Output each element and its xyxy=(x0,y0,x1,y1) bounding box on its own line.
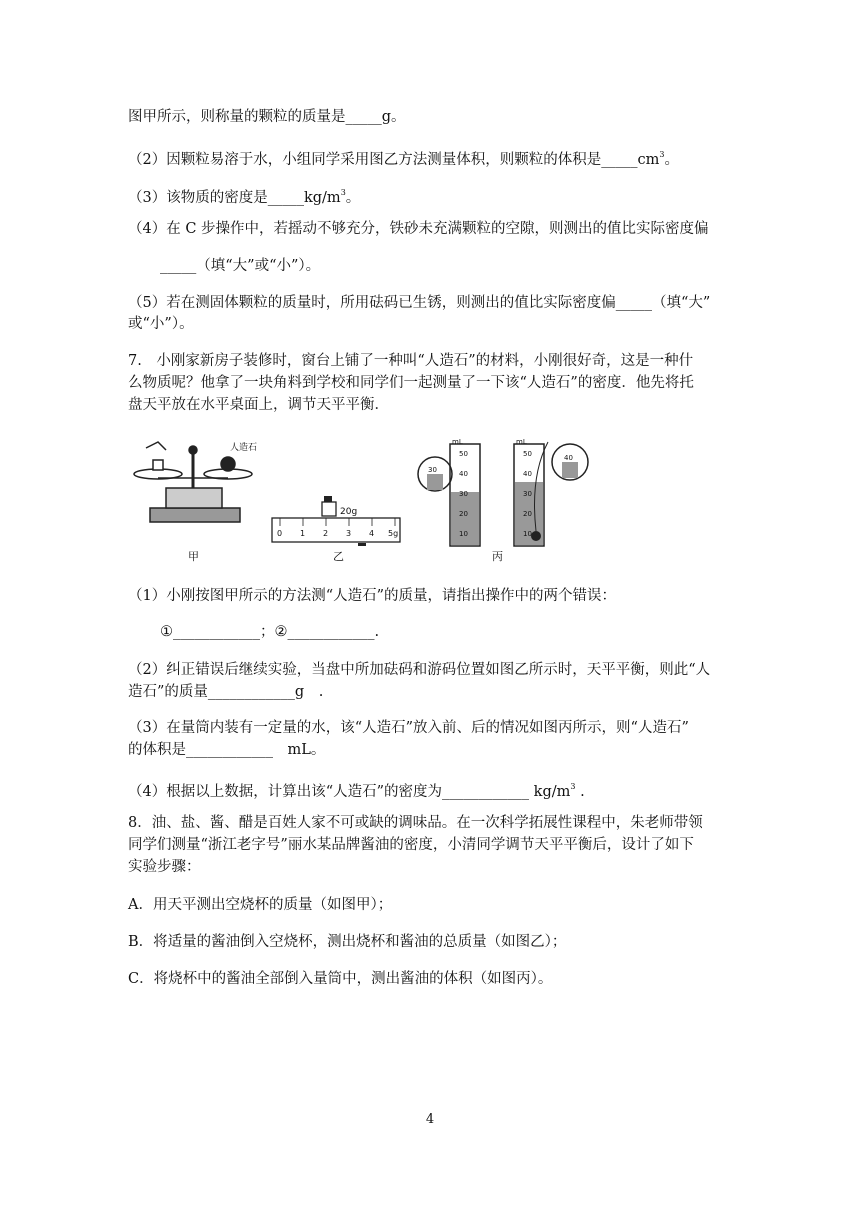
ruler-tick: 0 xyxy=(277,529,283,538)
label-bing: 丙 xyxy=(492,550,503,563)
paragraph: 盘天平放在水平桌面上，调节天平平衡． xyxy=(128,397,389,413)
paragraph: （5）若在测固体颗粒的质量时，所用砝码已生锈，则测出的值比实际密度偏_____（填“大” xyxy=(128,295,711,311)
stone-label: 人造石 xyxy=(230,443,258,453)
ruler-tick: 2 xyxy=(323,529,329,538)
ruler-tick: 4 xyxy=(369,529,375,538)
paragraph: 8．油、盐、酱、醋是百姓人家不可或缺的调味品。在一次科学拓展性课程中，朱老师带领 xyxy=(128,815,703,831)
label-yi: 乙 xyxy=(333,550,344,563)
paragraph: 图甲所示，则称量的颗粒的质量是_____g。 xyxy=(128,109,406,125)
paragraph: （2）因颗粒易溶于水，小组同学采用图乙方法测量体积，则颗粒的体积是$\_\_\_\_\_cm^3$。 xyxy=(128,150,679,168)
superscript: 3 xyxy=(659,150,665,159)
label-jia: 甲 xyxy=(188,550,199,563)
cylinder-tick: 50 xyxy=(523,450,532,458)
paragraph: （3）该物质的密度是$\_\_\_\_\_kg/m^3$。 xyxy=(128,188,361,206)
paragraph: A．用天平测出空烧杯的质量（如图甲）； xyxy=(128,897,393,913)
balance-illustration xyxy=(134,442,252,522)
paragraph: （4）根据以上数据，计算出该“人造石”的密度为____________ $kg/m^3$ . xyxy=(128,782,585,800)
paragraph: （2）纠正错误后继续实验，当盘中所加砝码和游码位置如图乙所示时，天平平衡，则此“人 xyxy=(128,662,711,678)
paragraph: 或“小”）。 xyxy=(128,316,194,332)
paragraph: ①____________；②____________. xyxy=(160,624,380,640)
magnifier-reading: 30 xyxy=(428,466,437,474)
weight-label: 20g xyxy=(340,507,358,517)
ml-unit: mL xyxy=(452,438,463,446)
cylinder-tick: 50 xyxy=(459,450,468,458)
cylinder-tick: 40 xyxy=(523,470,532,478)
paragraph: B．将适量的酱油倒入空烧杯，测出烧杯和酱油的总质量（如图乙）； xyxy=(128,934,567,950)
cylinder-tick: 30 xyxy=(523,490,532,498)
paragraph: 7. 小刚家新房子装修时，窗台上铺了一种叫“人造石”的材料，小刚很好奇，这是一种什 xyxy=(128,353,694,369)
ruler-tick: 1 xyxy=(300,529,306,538)
paragraph: 的体积是____________ mL。 xyxy=(128,742,326,758)
rider-ruler xyxy=(272,496,400,546)
paragraph: （3）在量筒内装有一定量的水，该“人造石”放入前、后的情况如图丙所示，则“人造石” xyxy=(128,720,689,736)
magnifier-reading: 40 xyxy=(564,454,573,462)
paragraph: （4）在 C 步操作中，若摇动不够充分，铁砂未充满颗粒的空隙，则测出的值比实际密度偏 xyxy=(128,221,709,237)
paragraph: （1）小刚按图甲所示的方法测“人造石”的质量，请指出操作中的两个错误： xyxy=(128,588,617,604)
superscript: 3 xyxy=(570,782,576,791)
paragraph: C．将烧杯中的酱油全部倒入量筒中，测出酱油的体积（如图丙）。 xyxy=(128,971,553,987)
ruler-tick: 5g xyxy=(388,529,399,538)
cylinder-tick: 30 xyxy=(459,490,468,498)
experiment-figure xyxy=(128,436,598,576)
ml-unit: mL xyxy=(516,438,527,446)
paragraph: 实验步骤： xyxy=(128,859,201,875)
cylinder-tick: 40 xyxy=(459,470,468,478)
ruler-tick: 3 xyxy=(346,529,352,538)
superscript: 3 xyxy=(340,188,346,197)
paragraph: _____（填“大”或“小”）。 xyxy=(160,258,321,274)
cylinder-tick: 20 xyxy=(523,510,532,518)
cylinder-tick: 10 xyxy=(523,530,532,538)
cylinder-tick: 10 xyxy=(459,530,468,538)
measuring-cylinder-before xyxy=(418,444,480,546)
page-number: 4 xyxy=(425,1112,435,1127)
paragraph: 同学们测量“浙江老字号”丽水某品牌酱油的密度，小清同学调节天平平衡后，设计了如下 xyxy=(128,837,694,853)
paragraph: 么物质呢？他拿了一块角料到学校和同学们一起测量了一下该“人造石”的密度．他先将托 xyxy=(128,375,694,391)
paragraph: 造石”的质量____________g . xyxy=(128,684,324,700)
cylinder-tick: 20 xyxy=(459,510,468,518)
